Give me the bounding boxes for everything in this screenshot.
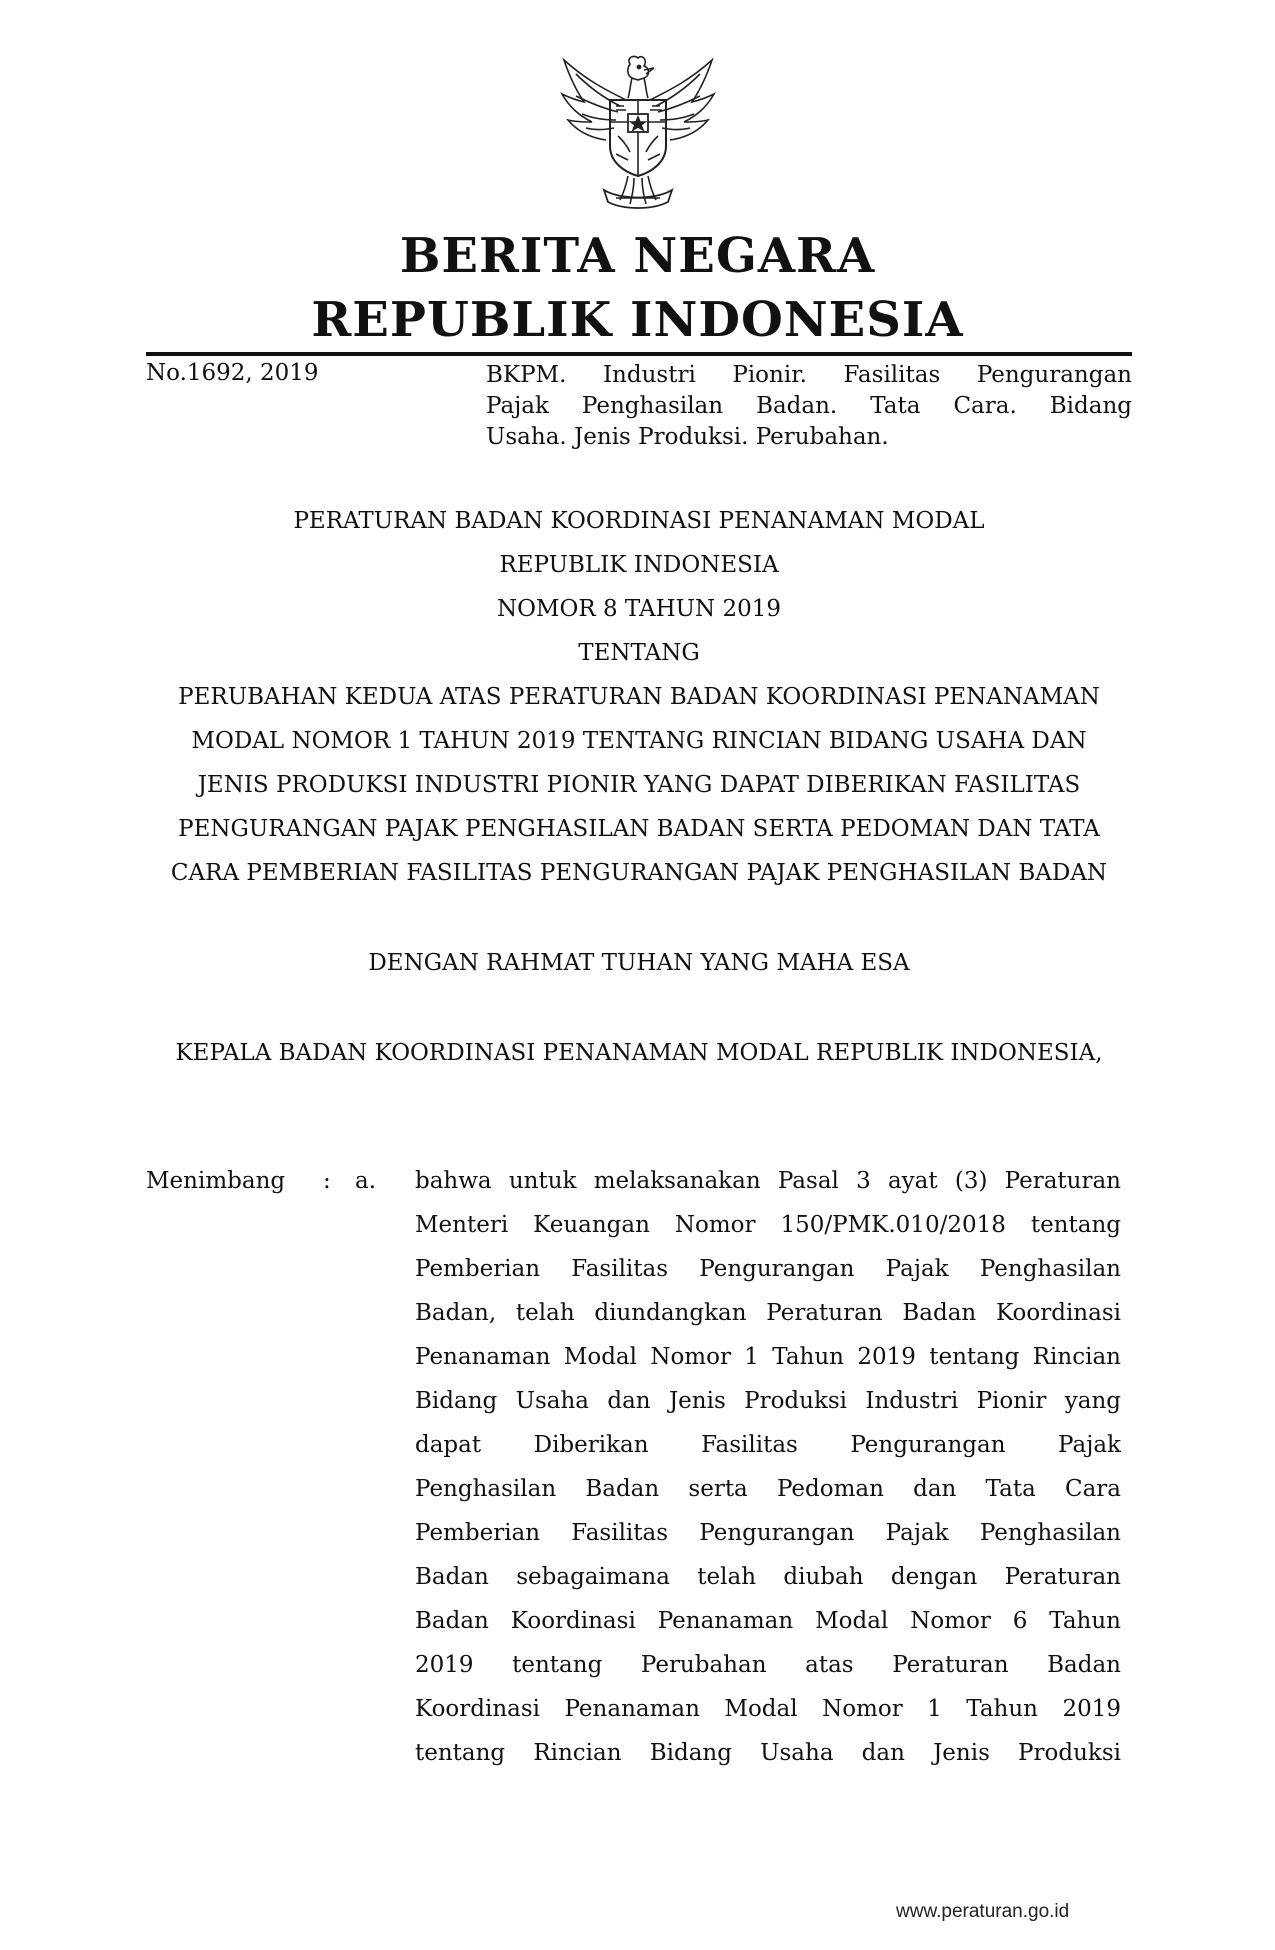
regulation-heading-line: NOMOR 8 TAHUN 2019: [496, 596, 782, 622]
considering-colon: :: [323, 1168, 331, 1194]
footer-website-link[interactable]: www.peraturan.go.id: [896, 1901, 1070, 1922]
body-line: tentang Rincian Bidang Usaha dan Jenis Produksi: [415, 1740, 1121, 1766]
regulation-heading-line: PERATURAN BADAN KOORDINASI PENANAMAN MODAL: [293, 508, 985, 534]
body-line: Pemberian Fasilitas Pengurangan Pajak Penghasilan: [415, 1520, 1121, 1546]
body-line: Penghasilan Badan serta Pedoman dan Tata Cara: [415, 1476, 1121, 1502]
masthead-title: BERITA NEGARA: [399, 228, 876, 284]
invocation: DENGAN RAHMAT TUHAN YANG MAHA ESA: [368, 950, 910, 976]
regulation-title-line: PENGURANGAN PAJAK PENGHASILAN BADAN SERTA PEDOMAN DAN TATA: [178, 816, 1100, 842]
regulation-heading-line: REPUBLIK INDONESIA: [499, 552, 779, 578]
body-line: Badan, telah diundangkan Peraturan Badan Koordinasi: [415, 1300, 1121, 1326]
body-line: Badan sebagaimana telah diubah dengan Peraturan: [415, 1564, 1121, 1590]
considering-label: Menimbang: [146, 1168, 286, 1194]
body-line: Koordinasi Penanaman Modal Nomor 1 Tahun 2019: [415, 1696, 1121, 1722]
body-line: Penanaman Modal Nomor 1 Tahun 2019 tentang Rincian: [415, 1344, 1121, 1370]
regulation-title-line: PERUBAHAN KEDUA ATAS PERATURAN BADAN KOORDINASI PENANAMAN: [178, 684, 1100, 710]
issue-subject-line: BKPM. Industri Pionir. Fasilitas Pengurangan: [486, 362, 1132, 388]
masthead-subtitle: REPUBLIK INDONESIA: [311, 292, 964, 348]
issue-subject-line: Usaha. Jenis Produksi. Perubahan.: [486, 424, 889, 450]
issue-subject-line: Pajak Penghasilan Badan. Tata Cara. Bidang: [486, 393, 1132, 419]
regulation-title-line: CARA PEMBERIAN FASILITAS PENGURANGAN PAJAK PENGHASILAN BADAN: [170, 860, 1108, 886]
body-line: Pemberian Fasilitas Pengurangan Pajak Penghasilan: [415, 1256, 1121, 1282]
masthead-divider: [146, 352, 1132, 356]
garuda-emblem-icon: [546, 50, 726, 220]
issue-number: No.1692, 2019: [146, 360, 319, 386]
regulation-heading-line: TENTANG: [578, 640, 700, 666]
issuer: KEPALA BADAN KOORDINASI PENANAMAN MODAL REPUBLIK INDONESIA,: [175, 1040, 1103, 1066]
body-line: Badan Koordinasi Penanaman Modal Nomor 6 Tahun: [415, 1608, 1121, 1634]
body-line: 2019 tentang Perubahan atas Peraturan Badan: [415, 1652, 1121, 1678]
considering-item-letter: a.: [355, 1168, 377, 1194]
regulation-title-line: JENIS PRODUKSI INDUSTRI PIONIR YANG DAPAT DIBERIKAN FASILITAS: [197, 772, 1081, 798]
regulation-title-line: MODAL NOMOR 1 TAHUN 2019 TENTANG RINCIAN BIDANG USAHA DAN: [191, 728, 1087, 754]
body-line: bahwa untuk melaksanakan Pasal 3 ayat (3) Peraturan: [415, 1168, 1121, 1194]
body-line: dapat Diberikan Fasilitas Pengurangan Pajak: [415, 1432, 1121, 1458]
body-line: Menteri Keuangan Nomor 150/PMK.010/2018 tentang: [415, 1212, 1121, 1238]
body-line: Bidang Usaha dan Jenis Produksi Industri Pionir yang: [415, 1388, 1121, 1414]
